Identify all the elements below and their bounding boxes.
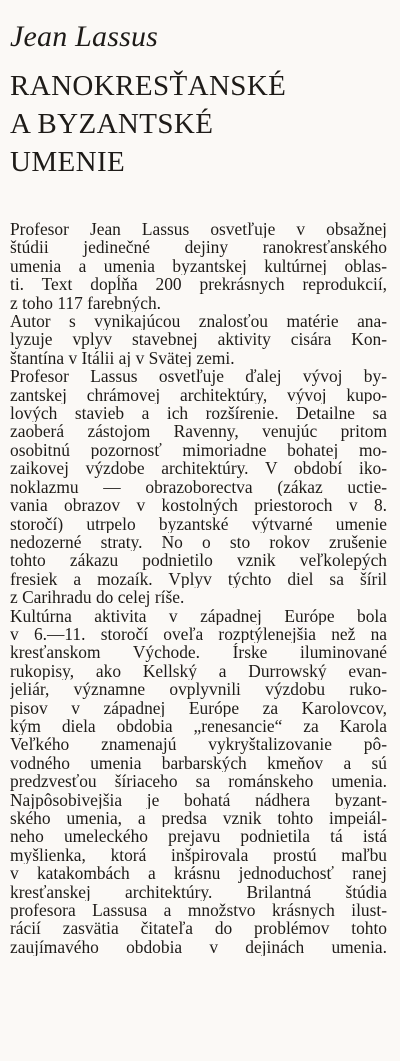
text-line: jeliár, významne ovplyvnili výzdobu ruko- <box>10 680 387 699</box>
text-line: Najpôsobivejšia je bohatá nádhera byzant- <box>10 790 387 809</box>
text-line: osobitnú pozornosť mimoriadne bohatej mo- <box>10 440 387 460</box>
text-line: lyzuje vplyv stavebnej aktivity cisára Kon- <box>10 330 387 349</box>
text-line: Kultúrna aktivita v západnej Európe bola <box>10 606 387 625</box>
text-line: zaikovej výzdobe architektúry. V období iko- <box>10 459 387 478</box>
title-line: RANOKRESŤANSKÉ <box>10 70 287 102</box>
text-line: v 6.—11. storočí oveľa rozptýlenejšia než na <box>10 624 387 644</box>
text-line: v katakombách a krásnu jednoduchosť ranej <box>10 864 387 883</box>
text-line: profesora Lassusa a množstvo krásnych ilust- <box>10 901 387 920</box>
text-line: neho umeleckého prejavu podnietila tá istá <box>10 827 387 846</box>
text-line: vania obrazov v kostolných priestoroch v 8. <box>10 496 387 515</box>
text-line: štúdii jedinečné dejiny ranokresťanského <box>10 238 387 257</box>
text-line: kým diela obdobia „renesancie“ za Karola <box>10 716 387 736</box>
text-line: tohto zákazu podnietilo vznik veľkolepých <box>10 551 387 570</box>
text-line: zantskej chrámovej architektúry, vývoj kupo- <box>10 385 387 405</box>
text-line: z toho 117 farebných. <box>10 293 161 313</box>
text-line: storočí) utrpelo byzantské výtvarné umenie <box>10 514 387 533</box>
text-line: Veľkého znamenajú vykryštalizovanie pô- <box>10 735 387 754</box>
paragraph <box>10 791 387 957</box>
title-line: UMENIE <box>10 146 126 178</box>
paragraph <box>10 367 387 606</box>
text-line: rukopisy, ako Kellský a Durrowský evan- <box>10 661 387 681</box>
text-line: zaoberá zástojom Ravenny, venujúc pritom <box>10 422 387 441</box>
text-line: Autor s vynikajúcou znalosťou matérie ana- <box>10 312 387 331</box>
book-back-cover <box>10 0 388 1061</box>
text-line: predzvesťou šíriaceho sa románskeho umenia. <box>10 772 387 791</box>
text-line: noklazmu — obrazoborectva (zákaz uctie- <box>10 477 387 497</box>
title-line: A BYZANTSKÉ <box>10 108 214 140</box>
text-line: myšlienka, ktorá inšpirovala prostú maľbu <box>10 845 387 865</box>
text-line: štantína v Itálii aj v Svätej zemi. <box>10 348 235 368</box>
paragraph <box>10 607 387 791</box>
paragraph <box>10 312 387 367</box>
text-line: ti. Text dopĺňa 200 prekrásnych reprodukcií, <box>10 275 387 294</box>
text-line: ského umenia, a predsa vznik tohto impeiál- <box>10 809 387 828</box>
book-title <box>10 67 286 181</box>
text-line: Profesor Jean Lassus osvetľuje v obsažnej <box>10 220 387 239</box>
paragraph <box>10 220 387 312</box>
text-line: zaujímavého obdobia v dejinách umenia. <box>10 937 387 957</box>
text-line: Profesor Lassus osvetľuje ďalej vývoj by- <box>10 367 387 386</box>
text-line: nedozerné straty. No o sto rokov zrušenie <box>10 532 387 552</box>
text-line: pisov v západnej Európe za Karolovcov, <box>10 698 387 717</box>
text-line: umenia a umenia byzantskej kultúrnej oblas- <box>10 256 387 276</box>
text-line: vodného umenia barbarských kmeňov a sú <box>10 753 387 773</box>
text-line: kresťanskej architektúry. Brilantná štúdia <box>10 882 387 902</box>
author-name: Jean Lassus <box>10 20 159 53</box>
text-line: fresiek a mozaík. Vplyv týchto diel sa šíril <box>10 569 387 589</box>
text-line: rácií zasvätia čitateľa do problémov tohto <box>10 919 387 938</box>
text-line: z Carihradu do celej ríše. <box>10 588 185 607</box>
text-line: lových stavieb a ich rozšírenie. Detailne sa <box>10 404 387 423</box>
blurb-text <box>10 220 387 956</box>
text-line: kresťanskom Východe. Írske iluminované <box>10 643 387 662</box>
